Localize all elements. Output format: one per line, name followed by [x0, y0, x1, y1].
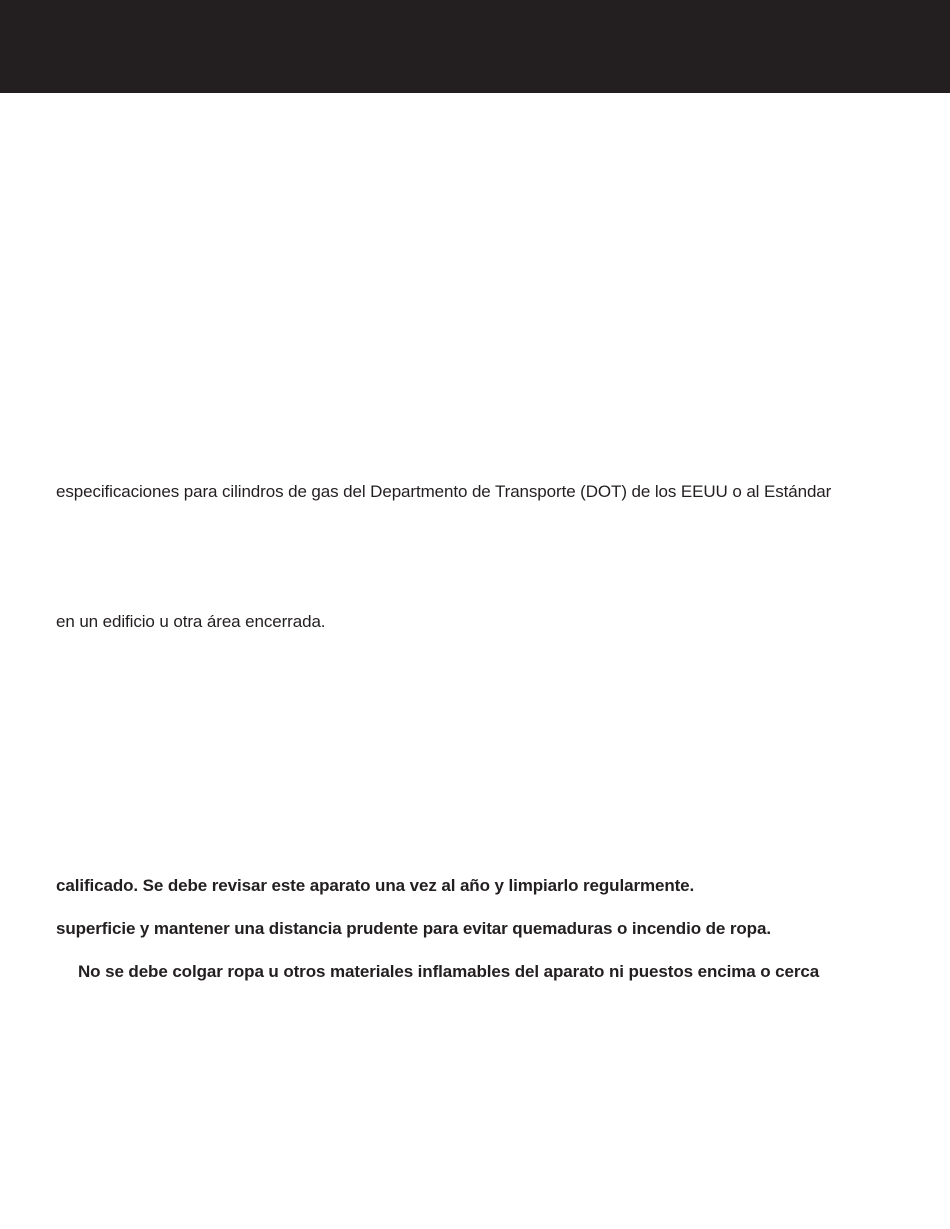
text-line-enclosed-area: en un edificio u otra área encerrada. — [56, 612, 326, 631]
header-bar — [0, 0, 950, 93]
text-line-flammable-materials: No se debe colgar ropa u otros materiales inflamables del aparato ni puestos encima o cerca — [78, 962, 820, 981]
text-line-dot-specifications: especificaciones para cilindros de gas del Departmento de Transporte (DOT) de los EEUU o al Estándar — [56, 482, 832, 501]
text-line-safe-distance: superficie y mantener una distancia prudente para evitar quemaduras o incendio de ropa. — [56, 919, 771, 938]
text-line-annual-inspection: calificado. Se debe revisar este aparato una vez al año y limpiarlo regularmente. — [56, 876, 695, 895]
